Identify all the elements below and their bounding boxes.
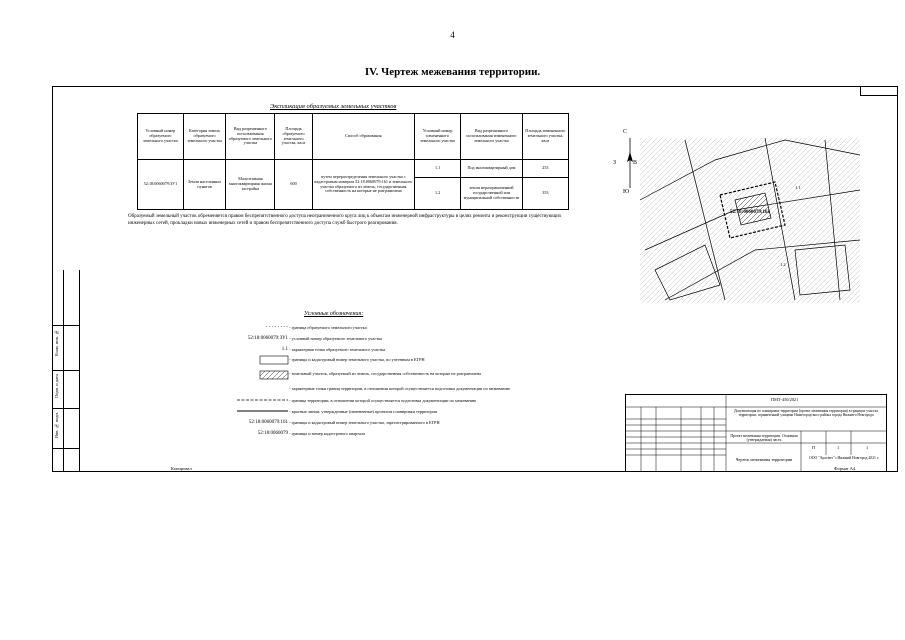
table-cell: 1.1	[414, 160, 460, 178]
table-cell: 353	[522, 178, 568, 210]
legend-item: 52:18:0060079:161 - границы и кадастровый номер земельного участка, зарегистрированного в ЕГРН	[248, 420, 440, 425]
encumbrance-paragraph: Образуемый земельный участок обременяется правом беспрепятственного доступа неограниченного круга лиц к объектам инженерной инфраструктуры в целях ремонта и реконструкции существующих инженерных сетей, прокладки новых инженерных сетей и правом беспрепятственного доступа служб быстрого реагирования.	[128, 214, 562, 226]
table-cell: Земли населенных пунктов	[183, 160, 226, 210]
binding-strip: Взам. инв. № Подп. и дата Инв. № подл.	[52, 270, 80, 472]
stage-value: П	[812, 445, 816, 450]
project-name: Документация по планировке территории (проект межевания территории) в границах участка территории, ограниченной улицами Нижегородского района города Нижнего Новгорода	[734, 409, 878, 418]
south-label: Ю	[623, 189, 630, 195]
section-heading: IV. Чертеж межевания территории.	[364, 66, 541, 78]
map-parcel-label: 52:18:0060079:161	[730, 210, 770, 215]
table-header: Условный номер образуемого земельного участка	[138, 114, 184, 160]
east-label: В	[633, 160, 638, 166]
page-number: 4	[450, 30, 455, 40]
table-header: Категория земель образуемого земельного участка	[183, 114, 226, 160]
doc-code: ПМТ-450/2021	[771, 397, 799, 402]
table-cell: 52:18:0060079:ЗУ1	[138, 160, 184, 210]
doc-title: Проект межевания территории. Основная (утверждаемая) часть	[730, 434, 798, 442]
legend-item: - границы и кадастровый номер земельного участка, по учтенным в ЕГРН	[289, 357, 425, 362]
legend-item: - граница территории, в отношении которой осуществляется подготовка документации по межеванию	[289, 398, 477, 403]
table-header: Вид разрешенного использования измененного земельного участка	[461, 114, 523, 160]
table-cell: 600	[275, 160, 312, 210]
table-header: Способ образования	[312, 114, 414, 160]
copied-label: Копировал	[171, 466, 192, 471]
format-label: Формат A4	[834, 466, 856, 471]
map-point-label: 1.1	[795, 185, 801, 190]
drawing-name: Чертеж межевания территории	[735, 457, 793, 462]
sheet-value: 1	[837, 445, 840, 450]
legend-item: - характерные точки границ территории, в отношении которой осуществляется подготовка документации по межеванию	[289, 386, 510, 391]
table-cell: путем перераспределения земельного участка с кадастровым номером 52:18:0060079:161 и земельного участка образуемого из земель, государственная собственность на которые не разграничена	[312, 160, 414, 210]
legend-symbols	[232, 324, 292, 444]
legend-item: - земельный участок, образуемый из земель, государственная собственность на которые не разграничена	[289, 371, 482, 376]
parcel-explication-table	[137, 113, 569, 210]
table-header: Площадь измененного земельного участка, кв.м	[522, 114, 568, 160]
sheets-value: 1	[866, 445, 869, 450]
north-label: С	[623, 129, 628, 135]
table-header: Условный номер измененного земельного участка	[414, 114, 460, 160]
legend-item: 52:18:0060079:ЗУ1 - условный номер образуемого земельного участка	[247, 336, 383, 341]
table-cell: земли неразграниченной государственной или муниципальной собственности	[461, 178, 523, 210]
legend-item: - - - - - - - - - граница образуемого земельного участка	[265, 325, 367, 330]
table-title: Экспликация образуемых земельных участков	[270, 103, 397, 110]
legend-item: 1.1 - характерная точка образуемого земельного участка	[281, 347, 386, 352]
legend-item: - красные линии, утвержденные (измененные) проектом планировки территории	[289, 409, 438, 414]
table-header: Площадь образуемого земельного участка, кв.м	[275, 114, 312, 160]
cadastral-map	[625, 100, 865, 310]
company-name: ООО "Архсвет" г.Нижний Новгород 2021 г.	[809, 456, 879, 460]
table-header: Вид разрешенного использования образуемого земельного участка	[226, 114, 275, 160]
table-cell: 253	[522, 160, 568, 178]
sheet-corner	[860, 86, 898, 96]
table-cell: Малоэтажная многоквартирная жилая застройка	[226, 160, 275, 210]
legend-title: Условные обозначения:	[304, 311, 364, 317]
legend-item: 52:18:0060079 - границы и номер кадастрового квартала	[257, 431, 366, 436]
title-block	[625, 394, 887, 472]
west-label: З	[613, 160, 617, 166]
table-cell: Под многоквартирный дом	[461, 160, 523, 178]
map-point-label: 1.2	[780, 262, 786, 267]
table-cell: 1.2	[414, 178, 460, 210]
